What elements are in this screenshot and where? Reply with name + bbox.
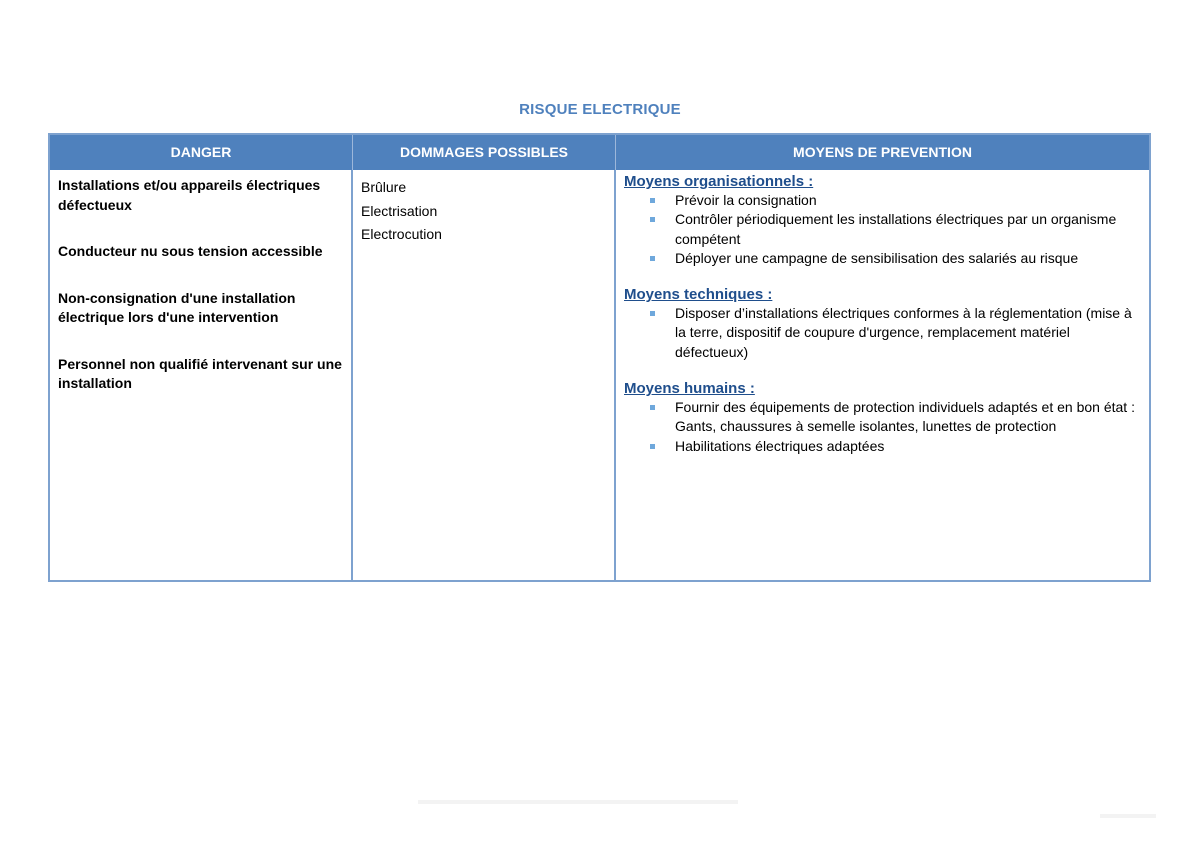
damage-item: Electrisation: [361, 202, 438, 219]
list-item-text: Contrôler périodiquement les installations électriques par un organisme compétent: [675, 211, 1117, 247]
list-item-text: Déployer une campagne de sensibilisation des salariés au risque: [675, 249, 1079, 266]
square-bullet-icon: [650, 311, 655, 316]
square-bullet-icon: [650, 444, 655, 449]
section-humains: [624, 380, 1139, 456]
damage-item: Brûlure: [361, 179, 407, 195]
header-dommages: DOMMAGES POSSIBLES: [353, 135, 616, 170]
section-title-organisationnels: Moyens organisationnels :: [624, 173, 814, 190]
risk-table: [48, 133, 1151, 582]
list-item: [624, 191, 1139, 210]
header-danger: DANGER: [50, 135, 353, 170]
footer-smudge: [418, 800, 738, 804]
page-title: RISQUE ELECTRIQUE: [519, 101, 681, 118]
table-header-row: [50, 135, 1149, 170]
damage-item: Electrocution: [361, 226, 442, 242]
danger-item: Installations et/ou appareils électriques défectueux: [58, 177, 321, 213]
footer-smudge: [1100, 814, 1156, 818]
list-item: [624, 210, 1139, 249]
list-item-text: Disposer d’installations électriques conformes à la réglementation (mise à la terre, dispositif de coupure d'urgence, remplacement matériel défectueux): [675, 305, 1132, 360]
square-bullet-icon: [650, 217, 655, 222]
dommages-cell: [353, 170, 616, 580]
header-prevention: MOYENS DE PREVENTION: [793, 144, 972, 160]
table-body-row: [50, 170, 1149, 580]
list-item-text: Prévoir la consignation: [675, 192, 817, 208]
list-techniques: [624, 304, 1139, 362]
list-organisationnels: [624, 191, 1139, 268]
square-bullet-icon: [650, 256, 655, 261]
list-item: [624, 437, 1139, 456]
square-bullet-icon: [650, 198, 655, 203]
section-techniques: [624, 286, 1139, 362]
list-humains: [624, 398, 1139, 456]
section-title-humains: Moyens humains :: [624, 380, 755, 398]
list-item: [624, 304, 1139, 362]
prevention-cell: [616, 170, 1149, 580]
danger-item: Conducteur nu sous tension accessible: [58, 243, 323, 259]
section-title-techniques: Moyens techniques :: [624, 286, 773, 304]
list-item-text: Habilitations électriques adaptées: [675, 437, 885, 454]
danger-item: Non-consignation d'une installation électrique lors d'une intervention: [58, 289, 296, 325]
list-item-text: Fournir des équipements de protection individuels adaptés et en bon état : Gants, chaussures à semelle isolantes, lunettes de protection: [675, 399, 1135, 435]
danger-item: Personnel non qualifié intervenant sur une installation: [58, 355, 342, 391]
section-organisationnels: [624, 173, 1139, 268]
list-item: [624, 398, 1139, 437]
list-item: [624, 249, 1139, 268]
square-bullet-icon: [650, 405, 655, 410]
danger-cell: [50, 170, 353, 580]
